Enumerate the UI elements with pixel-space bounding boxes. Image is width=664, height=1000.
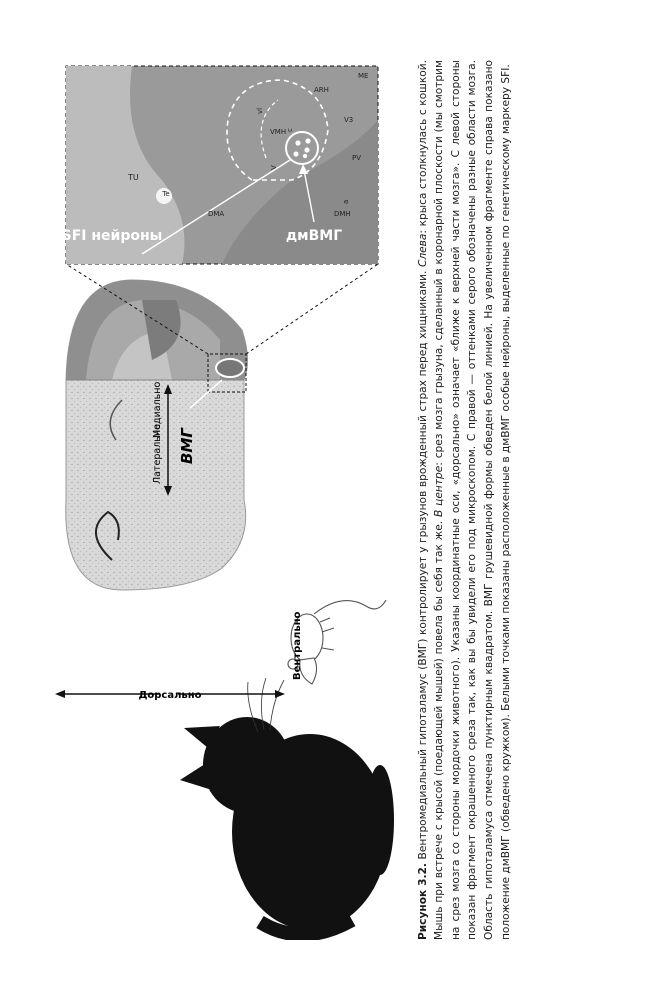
- caption-center-word: В центре: [433, 465, 446, 517]
- zoom-label-vmh: VMH: [270, 128, 287, 136]
- zoom-label-v3: V3: [344, 116, 354, 124]
- zoom-label-arh: ARH: [314, 86, 329, 94]
- zoom-label-vl: vl: [256, 107, 264, 114]
- zoom-label-sfi: SFI нейроны: [61, 228, 163, 244]
- caption-left-word: Слева: [416, 233, 429, 268]
- zoom-label-v: V: [270, 165, 278, 170]
- caption-part-2: : крыса столкнулась с кошкой. Мышь при встрече с крысой (поедающей мышей) повела бы себя так же.: [416, 59, 446, 940]
- zoom-label-tu: TU: [128, 173, 139, 182]
- vmh-outline: [216, 359, 244, 377]
- zoom-label-me: ME: [358, 72, 369, 80]
- figure: [52, 60, 402, 940]
- zoom-label-dmh: DMH: [334, 210, 351, 218]
- zoom-label-dmvmh: дмВМГ: [285, 228, 343, 244]
- figure-caption: [415, 60, 515, 940]
- axis-dorsal-label: Дорсально: [138, 690, 202, 701]
- axis-medial-label: Медиально: [152, 381, 163, 438]
- caption-label: Рисунок 3.2.: [416, 863, 429, 940]
- axis-ventral-label: Вентрально: [292, 611, 303, 680]
- caption-part-3: : срез мозга грызуна, сделанный в коронарной плоскости (мы смотрим на срез мозга со стороны мордочки животного). Указаны координатные оси, «дорсально» означает «ближе к верхней части мозга». С левой стороны показан фрагмент окрашенного среза так, как вы бы увидели его под микроскопом. С правой — оттенками серого обозначены разные области мозга. Область гипоталамуса отмечена пунктирным квадратом. ВМГ грушевидной формы обведен белой линией. На увеличенном фрагменте справа показано положение дмВМГ (обведено кружком). Белыми точками показаны расположенные в дмВМГ особые нейроны, выделенные по генетическому маркеру SFI.: [433, 59, 512, 940]
- zoom-label-a: a: [342, 199, 350, 204]
- rotated-page: [52, 60, 612, 940]
- caption-part-1: Вентромедиальный гипоталамус (ВМГ) контролирует у грызунов врожденный страх перед хищниками.: [416, 267, 429, 864]
- zoom-label-pv: PV: [352, 154, 362, 162]
- zoom-label-te: Te: [162, 190, 170, 198]
- cat-illustration: [180, 678, 394, 935]
- vmh-label: ВМГ: [178, 428, 196, 464]
- axis-lateral-label: Латерально: [152, 424, 163, 484]
- zoom-label-dma: DMA: [208, 210, 225, 218]
- zoom-label-c: c: [286, 128, 294, 132]
